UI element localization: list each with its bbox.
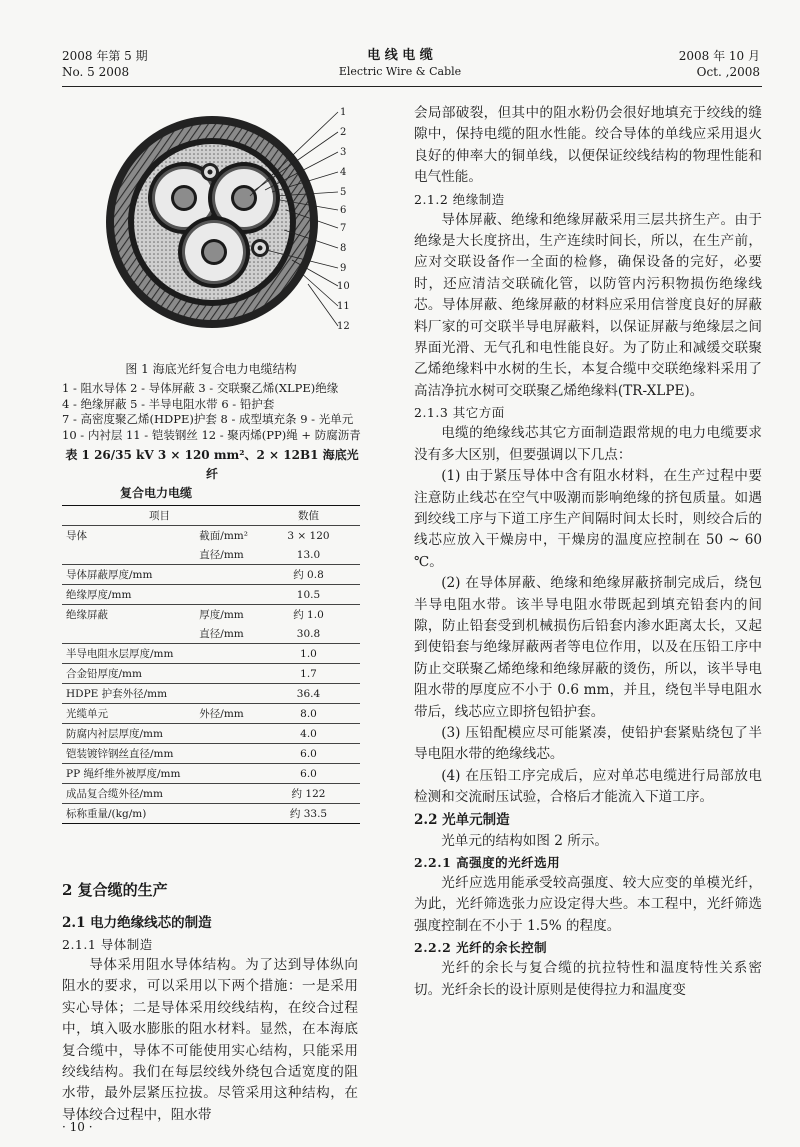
row-subitem xyxy=(195,804,257,824)
row-item: 绝缘厚度/mm xyxy=(62,585,195,605)
figure-legend xyxy=(62,381,362,443)
paragraph: 电缆的绝缘线芯其它方面制造跟常规的电力电缆要求没有多大区别，但要强调以下几点： xyxy=(414,425,762,463)
row-subitem xyxy=(195,724,257,744)
cable-cross-section-figure xyxy=(100,100,360,355)
row-item: 防腐内衬层厚度/mm xyxy=(62,724,195,744)
callout-9: 9 xyxy=(340,263,347,274)
section-2-1-heading: 2.1 电力绝缘线芯的制造 xyxy=(62,915,212,931)
row-item xyxy=(62,624,195,644)
table-header-row xyxy=(62,506,360,526)
row-value: 1.7 xyxy=(257,664,360,684)
col-header-item: 项目 xyxy=(149,510,170,522)
optical-unit-2 xyxy=(251,239,269,257)
table-row xyxy=(62,784,360,804)
core-3 xyxy=(178,216,250,288)
legend-line: 10 - 内衬层 11 - 铠装钢丝 12 - 聚丙烯(PP)绳 + 防腐沥青 xyxy=(62,427,361,442)
row-value: 13.0 xyxy=(296,548,321,561)
table-row xyxy=(62,804,360,824)
right-column-text xyxy=(414,103,762,1001)
table-row xyxy=(62,724,360,744)
table-row xyxy=(62,624,360,644)
table-row xyxy=(62,644,360,664)
section-2-1-3-heading: 2.1.3 其它方面 xyxy=(414,405,505,421)
figure-caption: 图 1 海底光纤复合电力电缆结构 xyxy=(125,362,297,376)
section-2-2-2-heading: 2.2.2 光纤的余长控制 xyxy=(414,940,548,956)
callout-4: 4 xyxy=(340,167,347,178)
journal-title xyxy=(330,48,470,80)
row-subitem xyxy=(195,565,257,585)
row-subitem xyxy=(195,585,257,605)
row-value: 36.4 xyxy=(257,684,360,704)
table-row xyxy=(62,605,360,625)
table-title xyxy=(62,446,362,503)
legend-line: 7 - 高密度聚乙烯(HDPE)护套 8 - 成型填充条 9 - 光单元 xyxy=(62,412,354,426)
row-subitem xyxy=(195,744,257,764)
row-value: 1.0 xyxy=(257,644,360,664)
section-2-1-2-heading: 2.1.2 绝缘制造 xyxy=(414,191,505,207)
row-item: 光缆单元 xyxy=(62,704,195,724)
row-subitem: 截面/mm² xyxy=(195,526,257,546)
row-value: 8.0 xyxy=(257,704,360,724)
row-subitem xyxy=(195,644,257,664)
journal-issue xyxy=(62,48,148,80)
header-rule xyxy=(62,86,762,87)
row-item: 半导电阻水层厚度/mm xyxy=(62,644,195,664)
row-subitem xyxy=(195,764,257,784)
paragraph: (1) 由于紧压导体中含有阻水材料，在生产过程中要注意防止线芯在空气中吸潮而影响绝缘的挤包质量。如遇到绞线工序与下道工序生产间隔时间太长时，则绞合后的线芯应放入干燥房中，干燥房的温度应控制在 50 ~ 60 ℃。 xyxy=(414,468,762,570)
row-item: 成品复合缆外径/mm xyxy=(62,784,195,804)
row-item: 导体 xyxy=(62,526,195,546)
optical-unit-1 xyxy=(201,163,219,181)
table-title-line1: 表 1 26/35 kV 3 × 120 mm²、2 × 12B1 海底光纤 xyxy=(65,448,359,481)
row-item: 绝缘屏蔽 xyxy=(62,605,195,625)
journal-title-en: Electric Wire & Cable xyxy=(338,65,462,78)
table-row xyxy=(62,664,360,684)
row-item: 标称重量/(kg/m) xyxy=(62,804,195,824)
callout-1: 1 xyxy=(340,107,347,118)
spec-table xyxy=(62,505,360,824)
row-subitem xyxy=(195,684,257,704)
issue-en: No. 5 2008 xyxy=(62,65,130,79)
paragraph: 导体采用阻水导体结构。为了达到导体纵向阻水的要求，可以采用以下两个措施：一是采用实心导体；二是导体采用绞线结构，在绞合过程中，填入吸水膨胀的阻水材料。显然，在本海底复合缆中，导体不可能使用实心结构，只能采用绞线结构。我们在每层绞线外绕包合适宽度的阻水带，最外层紧压拉拔。尽管采用这种结构，在导体绞合过程中，阻水带 xyxy=(62,957,358,1123)
row-value: 10.5 xyxy=(257,585,360,605)
callout-3: 3 xyxy=(340,147,347,158)
callout-11: 11 xyxy=(337,301,350,312)
journal-title-cn: 电 线 电 缆 xyxy=(367,48,433,63)
row-value: 4.0 xyxy=(257,724,360,744)
row-subitem xyxy=(195,784,257,804)
paragraph: (3) 压铅配模应尽可能紧凑，使铅护套紧贴绕包了半导电阻水带的绝缘线芯。 xyxy=(414,724,762,763)
left-column-text xyxy=(62,878,358,1126)
callout-10: 10 xyxy=(337,281,350,292)
journal-date xyxy=(679,48,760,80)
legend-line: 4 - 绝缘屏蔽 5 - 半导电阻水带 6 - 铅护套 xyxy=(62,396,275,411)
callout-8: 8 xyxy=(340,243,347,254)
row-subitem xyxy=(195,664,257,684)
row-item: 导体屏蔽厚度/mm xyxy=(62,565,195,585)
callout-5: 5 xyxy=(340,187,347,198)
table-row xyxy=(62,744,360,764)
row-item xyxy=(62,545,195,565)
row-value: 约 33.5 xyxy=(257,804,360,824)
paragraph: 光纤应选用能承受较高强度、较大应变的单模光纤，为此，光纤筛选张力应设定得大些。本工程中，光纤筛选强度控制在不小于 1.5% 的程度。 xyxy=(414,875,762,934)
table-row xyxy=(62,585,360,605)
table-row xyxy=(62,565,360,585)
callout-6: 6 xyxy=(340,205,347,216)
section-2-heading: 2 复合缆的生产 xyxy=(62,881,168,899)
page-number: · 10 · xyxy=(62,1120,93,1134)
table-row xyxy=(62,704,360,724)
row-value: 6.0 xyxy=(257,744,360,764)
date-en: Oct. ,2008 xyxy=(696,65,760,79)
legend-line: 1 - 阻水导体 2 - 导体屏蔽 3 - 交联聚乙烯(XLPE)绝缘 xyxy=(62,381,339,395)
row-item: 铠装镀锌钢丝直径/mm xyxy=(62,744,195,764)
row-subitem: 外径/mm xyxy=(195,704,257,724)
row-value: 30.8 xyxy=(296,627,321,640)
row-item: PP 绳纤维外被厚度/mm xyxy=(62,764,195,784)
table-row xyxy=(62,545,360,565)
row-value: 3 × 120 xyxy=(257,526,360,546)
table-row xyxy=(62,764,360,784)
callout-12: 12 xyxy=(337,321,350,332)
date-cn: 2008 年 10 月 xyxy=(678,49,760,63)
section-2-1-1-heading: 2.1.1 导体制造 xyxy=(62,937,153,952)
row-item: 合金铅厚度/mm xyxy=(62,664,195,684)
row-subitem: 厚度/mm xyxy=(195,605,257,625)
paragraph: (2) 在导体屏蔽、绝缘和绝缘屏蔽挤制完成后，绕包半导电阻水带。该半导电阻水带既起到填充铅套内的间隙，防止铅套受到机械损伤后铅套内渗水距离太长，又起到使铅套与绝缘屏蔽两者等电位作用，以及在压铅工序中防止交联聚乙烯绝缘和绝缘屏蔽的烫伤，所以，该半导电阻水带的厚度应不小于 0.6 mm，并且，绕包半导电阻水带后，线芯应立即挤包铅护套。 xyxy=(414,575,762,720)
table-row xyxy=(62,684,360,704)
paragraph: 导体屏蔽、绝缘和绝缘屏蔽采用三层共挤生产。由于绝缘是大长度挤出，生产连续时间长，所以，在生产前，应对交联设备作一全面的检修，确保设备的完好，必要时，还应清洁交联硫化管，以防管内污积物损伤绝缘线芯。导体屏蔽、绝缘屏蔽的材料应采用信誉度良好的屏蔽料厂家的可交联半导电屏蔽料，以保证屏蔽与绝缘层之间界面光滑、无气孔和电性能良好。为了防止和减缓交联聚乙烯绝缘料中水树的生长，本复合缆中交联绝缘料采用了高洁净抗水树可交联聚乙烯绝缘料(TR-XLPE)。 xyxy=(414,211,762,399)
callout-2: 2 xyxy=(340,127,347,138)
issue-cn: 2008 年第 5 期 xyxy=(62,49,148,63)
row-item: HDPE 护套外径/mm xyxy=(62,684,195,704)
paragraph: 光单元的结构如图 2 所示。 xyxy=(441,832,609,849)
row-value: 约 1.0 xyxy=(257,605,360,625)
table-title-line2: 复合电力电缆 xyxy=(120,486,193,500)
section-2-2-heading: 2.2 光单元制造 xyxy=(414,811,510,828)
callout-7: 7 xyxy=(340,223,347,234)
row-value: 约 0.8 xyxy=(257,565,360,585)
row-subitem: 直径/mm xyxy=(199,628,244,640)
paragraph: 光纤的余长与复合缆的抗拉特性和温度特性关系密切。光纤余长的设计原则是使得拉力和温度变 xyxy=(414,960,762,998)
row-value: 6.0 xyxy=(257,764,360,784)
col-header-value: 数值 xyxy=(298,510,319,522)
table-row xyxy=(62,526,360,546)
paragraph: (4) 在压铅工序完成后，应对单芯电缆进行局部放电检测和交流耐压试验，合格后才能流入下道工序。 xyxy=(414,767,762,806)
row-value: 约 122 xyxy=(257,784,360,804)
section-2-2-1-heading: 2.2.1 高强度的光纤选用 xyxy=(414,855,561,870)
paragraph: 会局部破裂，但其中的阻水粉仍会很好地填充于绞线的缝隙中，保持电缆的阻水性能。绞合导体的单线应采用退火良好的伸率大的铜单线，以便保证绞线结构的物理性能和电气性能。 xyxy=(414,105,762,186)
row-subitem: 直径/mm xyxy=(199,549,244,561)
